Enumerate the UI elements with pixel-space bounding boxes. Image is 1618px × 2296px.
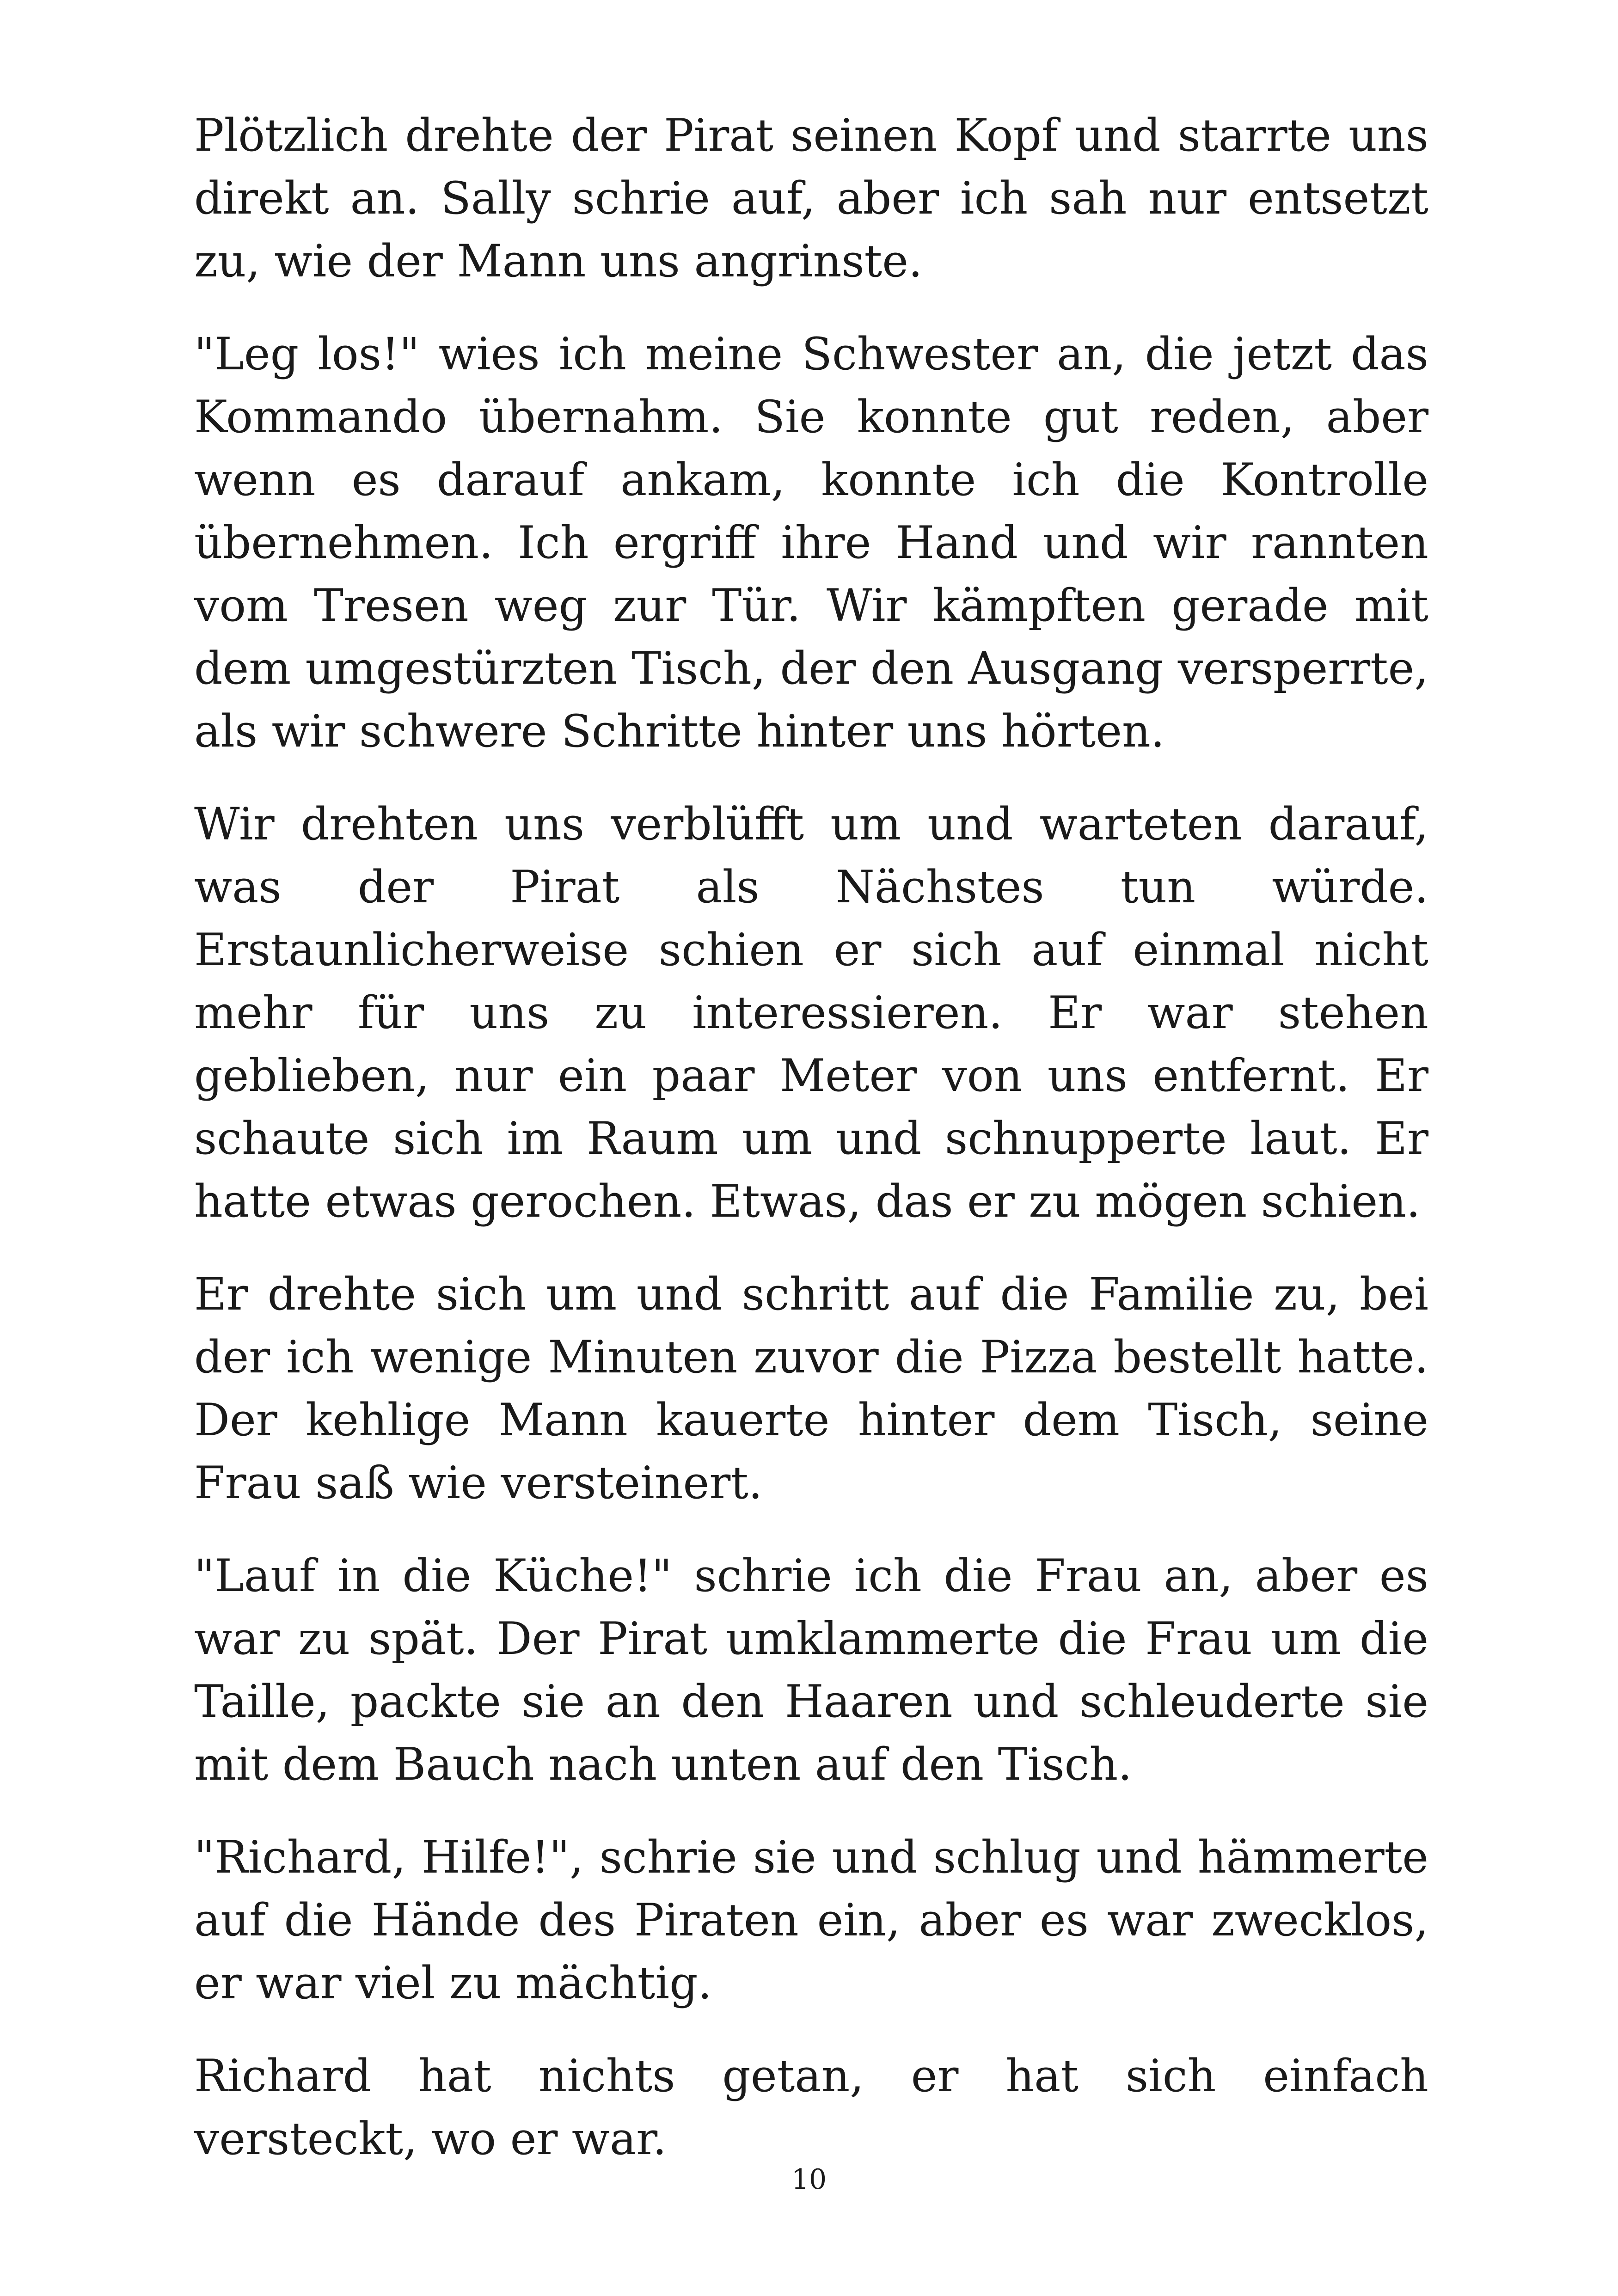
paragraph: Wir drehten uns verblüfft um und warteten darauf, was der Pirat als Nächstes tun würde. Erstaunlicherweise schien er sich auf einmal nicht mehr für uns zu interessieren. Er war stehen geblieben, nur ein paar Meter von uns entfernt. Er schaute sich im Raum um und schnupperte laut. Er hatte etwas gerochen. Etwas, das er zu mögen schien.	[194, 798, 1428, 1227]
paragraph: Richard hat nichts getan, er hat sich einfach versteckt, wo er war.	[194, 2050, 1428, 2165]
page-number: 10	[791, 2163, 827, 2196]
paragraph: "Lauf in die Küche!" schrie ich die Frau an, aber es war zu spät. Der Pirat umklammerte die Frau um die Taille, packte sie an den Haaren und schleuderte sie mit dem Bauch nach unten auf den Tisch.	[194, 1550, 1428, 1790]
paragraph: "Leg los!" wies ich meine Schwester an, die jetzt das Kommando übernahm. Sie konnte gut reden, aber wenn es darauf ankam, konnte ich die Kontrolle übernehmen. Ich ergriff ihre Hand und wir rannten vom Tresen weg zur Tür. Wir kämpften gerade mit dem umgestürzten Tisch, der den Ausgang versperrte, als wir schwere Schritte hinter uns hörten.	[194, 328, 1428, 757]
paragraph: Er drehte sich um und schritt auf die Familie zu, bei der ich wenige Minuten zuvor die Pizza bestellt hatte. Der kehlige Mann kauerte hinter dem Tisch, seine Frau saß wie versteinert.	[194, 1268, 1428, 1509]
paragraph: "Richard, Hilfe!", schrie sie und schlug und hämmerte auf die Hände des Piraten ein, aber es war zwecklos, er war viel zu mächtig.	[194, 1831, 1428, 2009]
paragraph: Plötzlich drehte der Pirat seinen Kopf und starrte uns direkt an. Sally schrie auf, aber ich sah nur entsetzt zu, wie der Mann uns angrinste.	[194, 110, 1428, 287]
body-text	[194, 104, 1428, 2200]
